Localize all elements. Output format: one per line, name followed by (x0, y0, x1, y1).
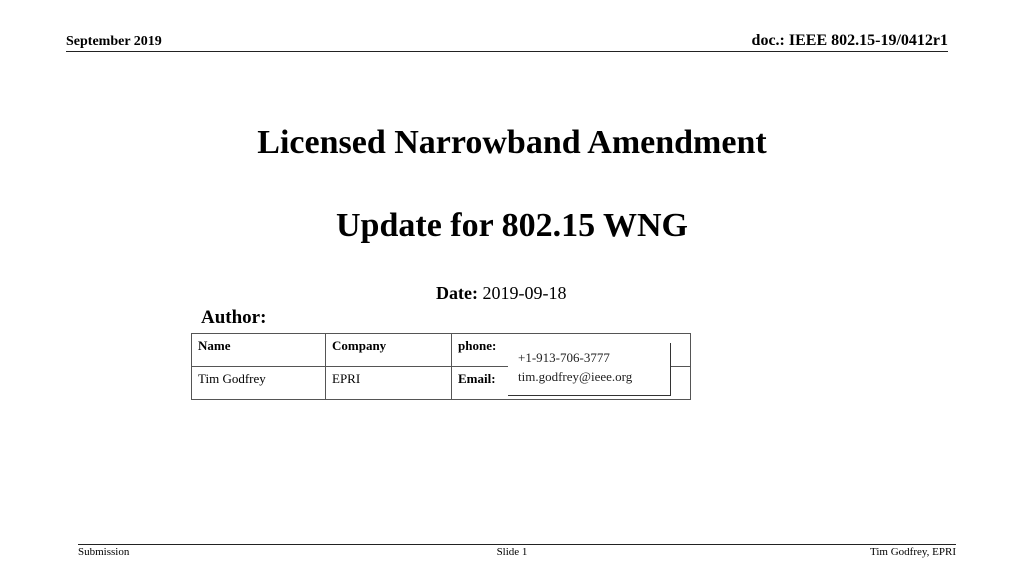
date-value: 2019-09-18 (482, 283, 567, 303)
author-label: Author: (201, 307, 267, 328)
slide-title: Licensed Narrowband Amendment (257, 124, 767, 161)
author-company: EPRI (326, 367, 452, 400)
phone-value: +1-913-706-3777 (518, 350, 610, 365)
header-divider (66, 51, 948, 52)
slide-number: Slide 1 (496, 546, 528, 558)
header-company: Company (326, 334, 452, 367)
footer-divider (78, 544, 956, 545)
author-name: Tim Godfrey (192, 367, 326, 400)
header-name: Name (192, 334, 326, 367)
contact-stamp (508, 343, 671, 396)
footer-submission: Submission (78, 546, 130, 558)
email-value: tim.godfrey@ieee.org (518, 369, 633, 384)
email-label: Email: (458, 371, 496, 386)
header-date: September 2019 (66, 34, 162, 49)
document-id: doc.: IEEE 802.15-19/0412r1 (751, 32, 948, 49)
header-phone: phone: (452, 334, 691, 367)
footer-author: Tim Godfrey, EPRI (870, 546, 956, 558)
slide-date (436, 283, 566, 304)
slide-subtitle: Update for 802.15 WNG (336, 207, 688, 244)
date-label: Date: (436, 283, 478, 303)
